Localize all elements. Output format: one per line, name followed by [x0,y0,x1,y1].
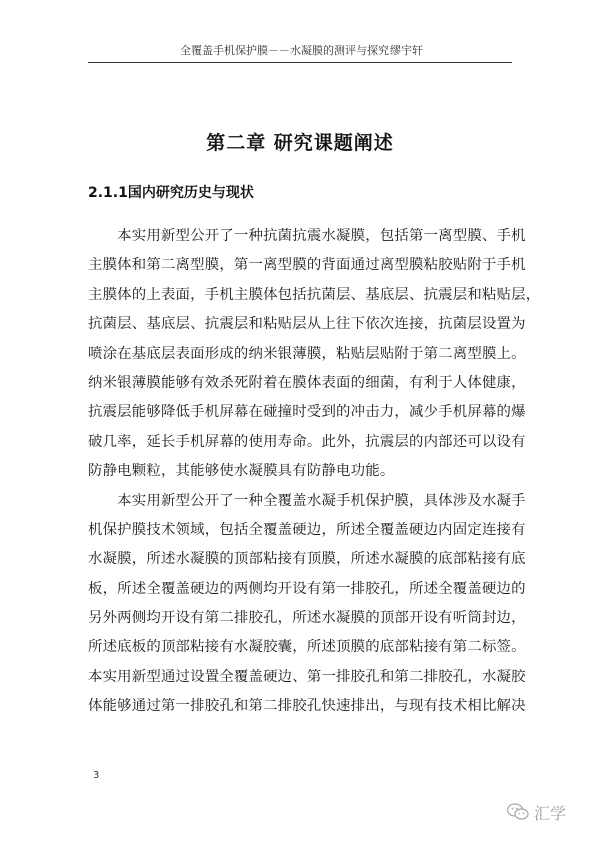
text-line: 抗震层能够降低手机屏幕在碰撞时受到的冲击力，减少手机屏幕的爆 [88,404,526,421]
wechat-official-account-icon [506,802,530,822]
text-line: 本实用新型公开了一种抗菌抗震水凝膜，包括第一离型膜、手机 [88,228,526,244]
text-line: 板，所述全覆盖硬边的两侧均开设有第一排胶孔，所述全覆盖硬边的 [88,580,526,597]
body-paragraphs [88,222,541,722]
text-line: 另外两侧均开设有第二排胶孔，所述水凝膜的顶部开设有听筒封边， [88,610,526,627]
header-title: 全覆盖手机保护膜－－水凝膜的测评与探究 [180,44,389,57]
text-line: 水凝膜，所述水凝膜的顶部粘接有顶膜，所述水凝膜的底部粘接有底 [88,551,526,568]
text-line: 本实用新型公开了一种全覆盖水凝手机保护膜，具体涉及水凝手 [88,492,526,509]
page-header [88,42,512,60]
header-divider [88,62,512,63]
text-line: 破几率，延长手机屏幕的使用寿命。此外，抗震层的内部还可以设有 [88,433,526,450]
text-line: 主膜体和第二离型膜，第一离型膜的背面通过离型膜粘胶贴附于手机 [88,257,526,274]
text-line: 防静电颗粒，其能够使水凝膜具有防静电功能。 [88,463,395,480]
text-line: 喷涂在基底层表面形成的纳米银薄膜，粘贴层贴附于第二离型膜上。 [88,345,526,362]
text-line: 本实用新型通过设置全覆盖硬边、第一排胶孔和第二排胶孔，水凝胶 [88,668,526,685]
text-line: 所述底板的顶部粘接有水凝胶囊，所述顶膜的底部粘接有第二标签。 [88,639,526,656]
watermark-text: 汇学 [534,803,567,823]
text-line: 抗菌层、基底层、抗震层和粘贴层从上往下依次连接，抗菌层设置为 [88,316,526,333]
watermark [506,800,566,824]
text-line: 纳米银薄膜能够有效杀死附着在膜体表面的细菌，有利于人体健康， [88,374,526,391]
text-line: 体能够通过第一排胶孔和第二排胶孔快速排出，与现有技术相比解决 [88,698,526,715]
text-line: 机保护膜技术领域，包括全覆盖硬边，所述全覆盖硬边内固定连接有 [88,521,526,538]
section-heading: 2.1.1国内研究历史与现状 [88,185,254,201]
page-number: 3 [93,770,100,781]
header-author: 缪宇轩 [390,44,423,57]
chapter-title: 第二章 研究课题阐述 [206,132,394,154]
text-line: 主膜体的上表面，手机主膜体包括抗菌层、基底层、抗震层和粘贴层， [88,286,541,303]
